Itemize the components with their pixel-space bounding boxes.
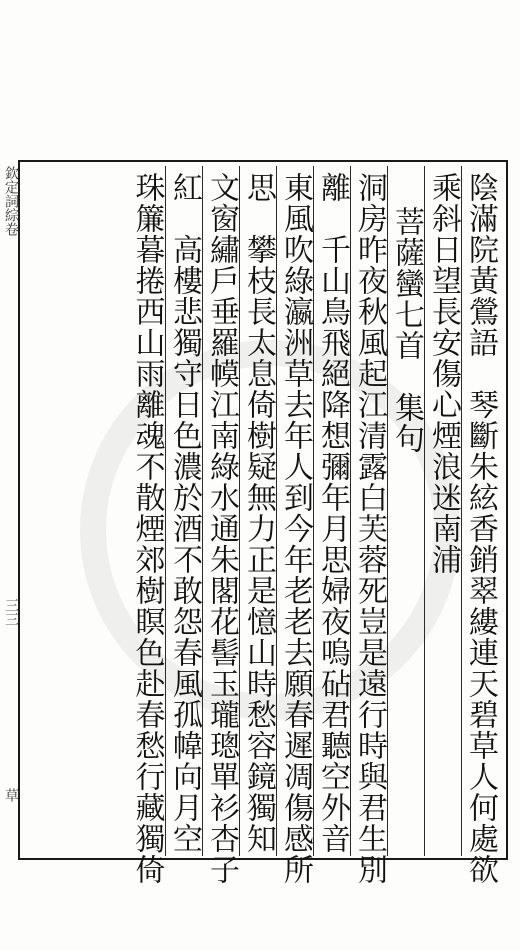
margin-column xyxy=(2,166,20,856)
text-column xyxy=(424,166,461,856)
column-text: 文窗繡戶垂羅幙江南綠水通朱閣花髻玉瓏璁單衫杏子 xyxy=(204,172,239,885)
text-column xyxy=(387,166,424,856)
column-text: 陰滿院黃鶯語 琴斷朱絃香銷翠縷連天碧草人何處欲 xyxy=(463,172,498,885)
column-text: 菩薩蠻七首 集句 xyxy=(389,206,424,454)
margin-page-number: 三三 xyxy=(3,598,19,626)
text-column xyxy=(313,166,350,856)
margin-footer: 草 xyxy=(3,788,19,802)
text-column xyxy=(350,166,387,885)
margin-title: 欽定詞綜卷 xyxy=(3,166,19,236)
text-column xyxy=(239,166,276,856)
text-column xyxy=(276,166,313,885)
column-text: 珠簾暮捲西山雨離魂不散煙郊樹瞑色赴春愁行藏獨倚 xyxy=(129,172,165,885)
column-text: 思 攀枝長太息倚樹疑無力正是憶山時愁容鏡獨知 xyxy=(241,172,276,854)
text-column xyxy=(461,166,498,885)
column-text: 離 千山鳥飛絕降想彌年月思婦夜嗚砧君聽空外音 xyxy=(315,172,350,854)
text-column xyxy=(202,166,239,885)
column-text: 東風吹綠瀛洲草去年人到今年老老去願春遲凋傷感所 xyxy=(278,172,313,885)
text-column xyxy=(165,166,202,856)
text-column xyxy=(128,166,165,885)
text-columns xyxy=(128,166,498,885)
column-text: 乘斜日望長安傷心煙浪迷南浦 xyxy=(426,172,461,575)
column-text: 洞房昨夜秋風起江清露白芙蓉死豈是遠行時與君生別 xyxy=(352,172,387,885)
column-text: 紅 高樓悲獨守日色濃於酒不敢怨春風孤幃向月空 xyxy=(167,172,202,854)
